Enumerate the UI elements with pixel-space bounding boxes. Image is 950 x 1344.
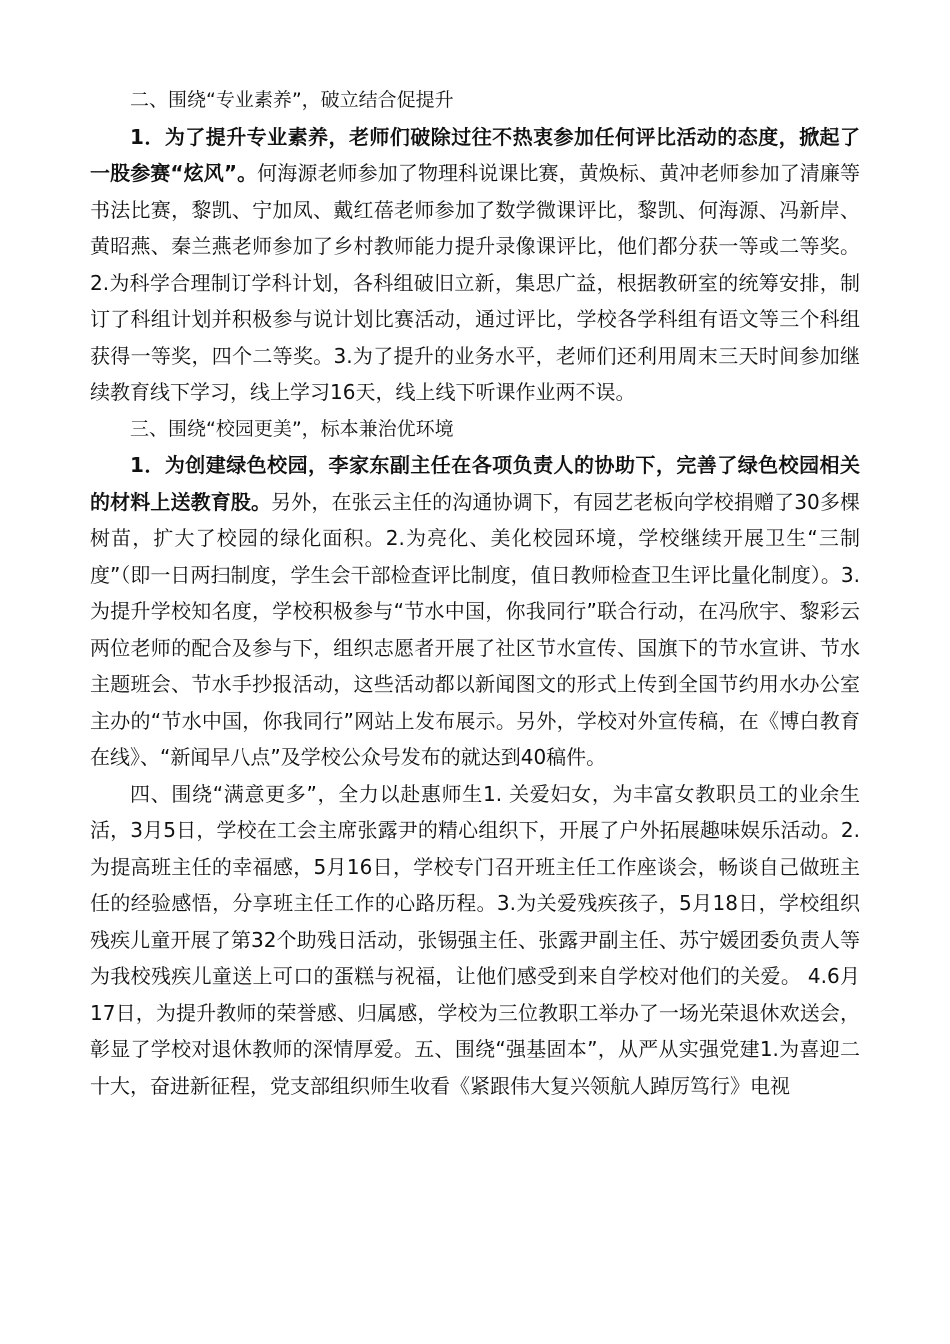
section-2-lead: 1．为了提升专业素养，老师们破除过往不热衷参加任何评比活动的态度，掀起了一股参赛“炫风”。 xyxy=(90,124,860,185)
section-4-paragraph xyxy=(90,776,860,1105)
section-3-heading: 三、围绕“校园更美”，标本兼治优环境 xyxy=(130,417,454,440)
document-body xyxy=(90,82,860,1104)
section-2-body: 何海源老师参加了物理科说课比赛，黄焕标、黄冲老师参加了清廉等书法比赛，黎凯、宁加凤、戴红蓓老师参加了数学微课评比，黎凯、何海源、冯新岸、黄昭燕、秦兰燕老师参加了乡村教师能力提升录像课评比，他们都分获一等或二等奖。2.为科学合理制订学科计划，各科组破旧立新，集思广益，根据教研室的统筹安排，制订了科组计划并积极参与说计划比赛活动，通过评比，学校各学科组有语文等三个科组获得一等奖，四个二等奖。3.为了提升的业务水平，老师们还利用周末三天时间参加继续教育线下学习，线上学习16天，线上线下听课作业两不误。 xyxy=(90,161,860,404)
section-4-body: 四、围绕“满意更多”，全力以赴惠师生1. 关爱妇女，为丰富女教职员工的业余生活，3月5日，学校在工会主席张露尹的精心组织下，开展了户外拓展趣味娱乐活动。2.为提高班主任的幸福感，5月16日，学校专门召开班主任工作座谈会，畅谈自己做班主任的经验感悟，分享班主任工作的心路历程。3.为关爱残疾孩子，5月18日，学校组织残疾儿童开展了第32个助残日活动，张锡强主任、张露尹副主任、苏宁媛团委负责人等为我校残疾儿童送上可口的蛋糕与祝福，让他们感受到来自学校对他们的关爱。 4.6月17日，为提升教师的荣誉感、归属感，学校为三位教职工举办了一场光荣退休欢送会，彰显了学校对退休教师的深情厚爱。五、围绕“强基固本”，从严从实强党建1.为喜迎二十大，奋进新征程，党支部组织师生收看《紧跟伟大复兴领航人踔厉笃行》电视 xyxy=(90,781,860,1098)
section-3-body: 另外，在张云主任的沟通协调下，有园艺老板向学校捐赠了30多棵树苗，扩大了校园的绿化面积。2.为亮化、美化校园环境，学校继续开展卫生“三制度”（即一日两扫制度，学生会干部检查评比制度，值日教师检查卫生评比量化制度）。3.为提升学校知名度，学校积极参与“节水中国，你我同行”联合行动，在冯欣宇、黎彩云两位老师的配合及参与下，组织志愿者开展了社区节水宣传、国旗下的节水宣讲、节水主题班会、节水手抄报活动，这些活动都以新闻图文的形式上传到全国节约用水办公室主办的“节水中国，你我同行”网站上发布展示。另外，学校对外宣传稿，在《博白教育在线》、“新闻早八点”及学校公众号发布的就达到40稿件。 xyxy=(90,489,860,769)
section-3-paragraph xyxy=(90,447,860,776)
section-2-paragraph xyxy=(90,119,860,411)
section-2-heading: 二、围绕“专业素养”，破立结合促提升 xyxy=(130,89,454,111)
section-3-lead: 1．为创建绿色校园，李家东副主任在各项负责人的协助下，完善了绿色校园相关的材料上送教育股。 xyxy=(90,453,860,514)
